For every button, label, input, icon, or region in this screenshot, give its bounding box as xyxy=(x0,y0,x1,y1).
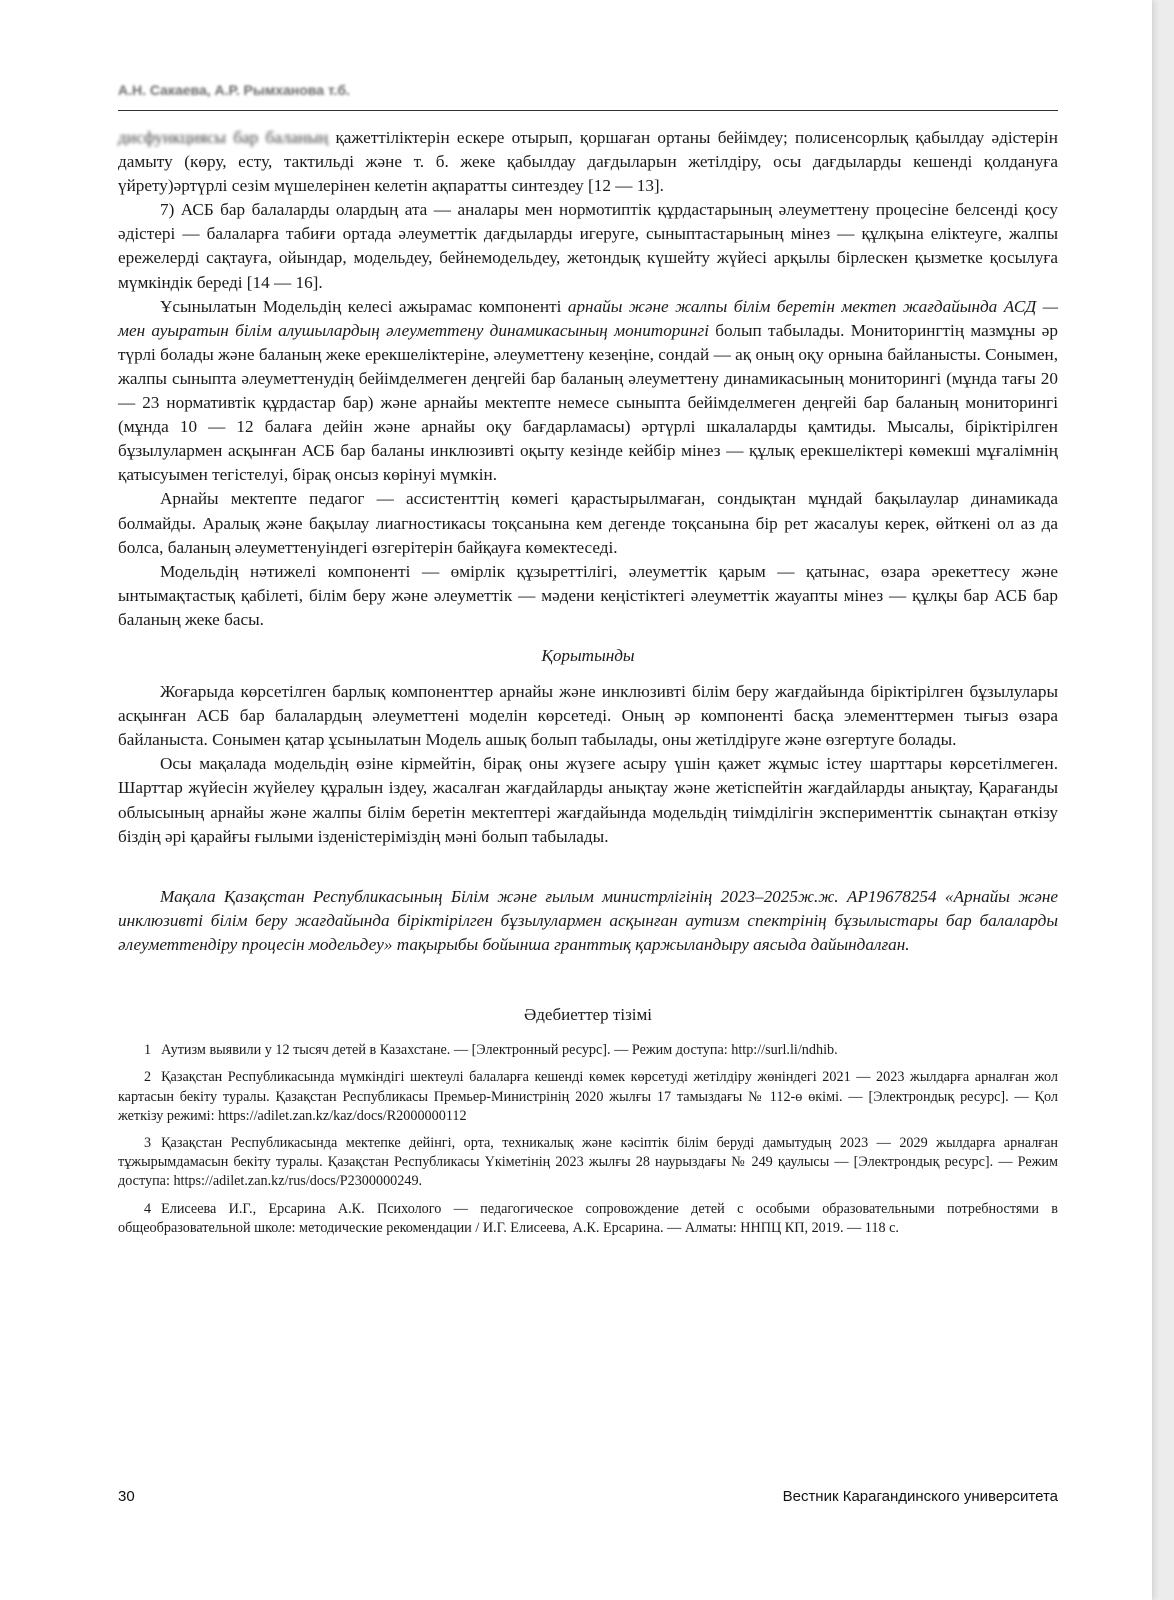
paragraph-6: Жоғарыда көрсетілген барлық компоненттер арнайы және инклюзивті білім беру жағдайында біріктірілген бұзылулары асқынған АСБ бар балалардың әлеуметтені моделін көрсетеді. Оның әр компоненті басқа элементтермен тығыз өзара байланыста. Сонымен қатар ұсынылатын Модель ашық болып табылады, оны жетілдіруге және өзгертуге болады. xyxy=(118,682,1058,750)
reference-item xyxy=(118,1200,1058,1238)
references-list xyxy=(118,1041,1058,1238)
article-body xyxy=(118,126,1058,1246)
paragraph-3 xyxy=(118,295,1058,488)
references-title: Әдебиеттер тізімі xyxy=(524,1005,652,1024)
page-number: 30 xyxy=(118,1488,135,1505)
reference-item xyxy=(118,1134,1058,1192)
paragraph-3-start: Ұсынылатын Модельдің келесі ажырамас компоненті xyxy=(160,296,568,316)
reference-text: Қазақстан Республикасында мектепке дейінгі, орта, техникалық және кәсіптік білім беруді дамытудың 2023 — 2029 жылдарға арналған тұжырымдамасын бекіту туралы. Қазақстан Республикасы Үкіметінің 2023 жылғы 28 наурыздағы № 249 қаулысы — [Электрондық ресурс]. — Режим доступа: https://adilet.zan.kz/rus/docs/P2300000249. xyxy=(118,1134,1058,1190)
header-rule xyxy=(118,110,1058,111)
reference-number: 4 xyxy=(144,1200,152,1217)
acknowledgement: Мақала Қазақстан Республикасының Білім және ғылым министрлігінің 2023–2025ж.ж. AP19678254 «Арнайы және инклюзивті білім беру жағдайында біріктірілген бұзылулармен асқынған аутизм спектрінің бұзылыстары бар балаларды әлеуметтендіру процесін модельдеу» тақырыбы бойынша гранттық қаржыландыру аясыда дайындалған. xyxy=(118,886,1058,954)
page-footer xyxy=(118,1488,1058,1505)
blurred-text: дисфункциясы бар баланың xyxy=(118,128,329,147)
reference-number: 1 xyxy=(144,1042,152,1059)
reference-text: Қазақстан Республикасында мүмкіндігі шектеулі балаларға кешенді көмек көрсетуді жетілдіру жөніндегі 2021 — 2023 жылдарға арналған жол картасын бекіту туралы. Қазақстан Республикасы Премьер-Министрінің 2020 жылғы 17 тамыздағы № 112-ө өкімі. — [Электрондық ресурс]. — Қол жеткізу режимі: https://adilet.zan.kz/kaz/docs/R2000000112 xyxy=(118,1069,1058,1124)
paragraph-3-italic: арнайы және жалпы білім беретін мектеп жағдайында АСД — мен ауыратын білім алушылардың әлеуметтену динамикасының мониторингі xyxy=(118,296,1058,340)
running-head-authors: А.Н. Сакаева, А.Р. Рымханова т.б. xyxy=(118,82,350,98)
paragraph-5: Модельдің нәтижелі компоненті — өмірлік құзыреттілігі, әлеуметтік қарым — қатынас, өзара әрекеттесу және ынтымақтастық қабілеті, білім беру және әлеуметтік — мәдени кеңістіктегі әлеуметтік жауапты мінез — құлқы бар АСБ бар баланың жеке басы. xyxy=(118,561,1058,629)
reference-item xyxy=(118,1068,1058,1126)
paragraph-7: Осы мақалада модельдің өзіне кірмейтін, бірақ оны жүзеге асыру үшін қажет жұмыс істеу шарттары көрсетілмеген. Шарттар жүйесін жүйелеу құралын іздеу, жасалған жағдайларды анықтау және жетіспейтін жағдайларды анықтау, Қарағанды облысының арнайы және жалпы білім беретін мектептері жағдайында модельдің тиімділігін эксперименттік сынақтан өткізу біздің әрі қарайғы ғылыми ізденістеріміздің мәні болып табылады. xyxy=(118,754,1058,846)
reference-number: 3 xyxy=(144,1134,152,1151)
journal-name: Вестник Карагандинского университета xyxy=(782,1488,1058,1505)
paragraph-4: Арнайы мектепте педагог — ассистенттің көмегі қарастырылмаған, сондықтан мұндай бақылаулар динамикада болмайды. Аралық және бақылау лиагностикасы тоқсанына кем дегенде тоқсанына бір рет жасалуы керек, өйткені ол аз да болса, баланың әлеуметтенуіндегі өзгерітерін байқауға көмектеседі. xyxy=(118,489,1058,557)
paragraph-1-text: қажеттіліктерін ескере отырып, қоршаған ортаны бейімдеу; полисенсорлық қабылдау әдістерін дамыту (көру, есту, тактильді және т. б. жеке қабылдау дағдыларын жетілдіру, осы дағдыларды кешенді қолдануға үйрету)әртүрлі сезім мүшелерінен келетін ақпаратты синтездеу [12 — 13]. xyxy=(118,128,1058,196)
reference-text: Аутизм выявили у 12 тысяч детей в Казахстане. — [Электронный ресурс]. — Режим доступа: http://surl.li/ndhib. xyxy=(161,1042,838,1059)
reference-text: Елисеева И.Г., Ерсарина А.К. Психолого — педагогическое сопровождение детей с особыми образовательными потребностями в общеобразовательной школе: методические рекомендации / И.Г. Елисеева, А.К. Ерсарина. — Алматы: ННПЦ КП, 2019. — 118 с. xyxy=(118,1200,1058,1236)
reference-number: 2 xyxy=(144,1069,152,1086)
paragraph-2: 7) АСБ бар балаларды олардың ата — аналары мен нормотиптік құрдастарының әлеуметтену процесіне белсенді қосу әдістері — балаларға табиғи ортада әлеуметтік дағдыларды игеруге, сыныптастарының мінез — құлқына еліктеуге, жалпы ережелерді сақтауға, ойындар, модельдеу, бейнемодельдеу, жетондық күшейту жүйесі арқылы бірлескен қызметке қосылуға мүмкіндік береді [14 — 16]. xyxy=(118,200,1058,292)
paragraph-1 xyxy=(118,126,1058,198)
paragraph-3-end: болып табылады. Мониторингтің мазмұны әр түрлі болады және баланың жеке ерекшеліктеріне, әлеуметтену кезеңіне, сондай — ақ оның оқу орнына байланысты. Сонымен, жалпы сыныпта әлеуметтенудің бейімделмеген деңгейі бар баланың әлеуметтену динамикасының мониторингі (мұнда тағы 20 — 23 нормативтік құрдастар бар) және арнайы мектепте немесе сыныпта бейімделмеген деңгейі бар баланың мониторингі (мұнда 10 — 12 балаға дейін және арнайы оқу бағдарламасы) әртүрлі шкалаларды қамтиды. Мысалы, біріктірілген бұзылулармен асқынған АСБ бар баланы инклюзивті оқыту кезінде кейбір мінез — құлық ерекшеліктері көмекші мұғалімнің қатысуымен тегістелуі, бірақ онсыз көрінуі мүмкін. xyxy=(118,320,1058,485)
reference-item xyxy=(118,1041,1058,1060)
section-title-conclusion: Қорытынды xyxy=(541,645,635,665)
